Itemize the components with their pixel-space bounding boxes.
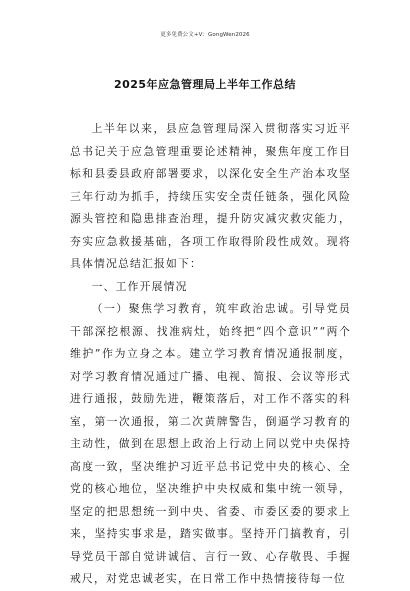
header-note: 更多免费公文+V：GongWen2026 [160, 32, 250, 38]
document-title: 2025年应急管理局上半年工作总结 [113, 78, 297, 91]
section-heading: 一、工作开展情况 [91, 279, 188, 293]
document-body [70, 118, 351, 591]
subsection-paragraph: （一）聚焦学习教育，筑牢政治忠诚。引导党员干部深挖根源、找准病灶，始终把“四个意识”“两个维护”作为立身之本。建立学习教育情况通报制度，对学习教育情况通过广播、电视、简报、会议等形式进行通报，鼓励先进，鞭策落后，对工作不落实的科室，第一次通报，第二次黄牌警告，倒逼学习教育的主动性，做到在思想上政治上行动上同以党中央保持高度一致，坚决维护习近平总书记党中央的核心、全党的核心地位，坚决维护中央权威和集中统一领导，坚定的把思想统一到中央、省委、市委区委的要求上来，坚持实事求是，踏实做事。坚持开门搞教育，引导党员干部自觉讲诚信、言行一致、心存敬畏、手握戒尺，对党忠诚老实，在日常工作中热情接待每一位 [70, 302, 351, 585]
intro-paragraph: 上半年以来，县应急管理局深入贯彻落实习近平总书记关于应急管理重要论述精神，聚焦年度工作目标和县委县政府部署要求，以深化安全生产治本攻坚三年行动为抓手，持续压实安全责任链条，强化风险源头管控和隐患排查治理，提升防灾减灾救灾能力，夯实应急救援基础，各项工作取得阶段性成效。现将具体情况总结汇报如下： [70, 122, 351, 270]
